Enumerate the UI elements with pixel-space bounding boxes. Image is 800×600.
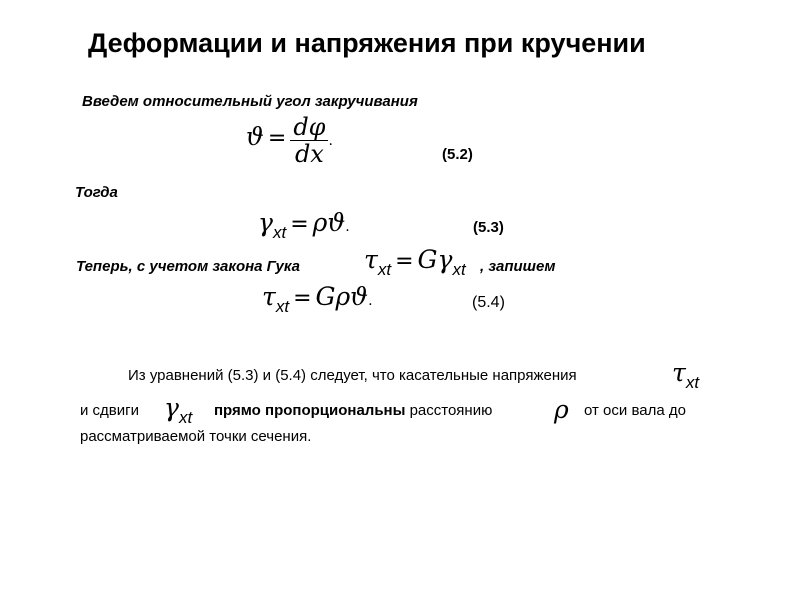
conclusion-line-3: рассматриваемой точки сечения. <box>80 428 312 445</box>
rho-symbol: ρ <box>554 395 569 424</box>
g-rho-theta-expression: Gρϑ <box>315 282 369 311</box>
conclusion-line-2-start: и сдвиги <box>80 402 139 419</box>
then-label: Тогда <box>75 184 118 201</box>
gamma-symbol: γ <box>164 393 179 422</box>
gamma-subscript: xt <box>452 260 466 279</box>
fraction <box>290 114 328 167</box>
tau-subscript: xt <box>377 260 392 279</box>
equals-sign: = <box>395 249 414 274</box>
conclusion-rho <box>554 395 569 424</box>
gamma-symbol: γ <box>437 245 453 274</box>
equation-number-5-4: (5.4) <box>472 294 505 311</box>
emphasis-phrase: прямо пропорциональны <box>214 402 406 419</box>
tau-symbol: τ <box>364 245 378 274</box>
page-title: Деформации и напряжения при кручении <box>88 28 646 58</box>
equation-number-5-3: (5.3) <box>473 219 504 236</box>
fraction-denominator: dx <box>294 140 324 168</box>
conclusion-line-2-end: от оси вала до <box>584 402 686 419</box>
intro-text: Введем относительный угол закручивания <box>82 93 418 110</box>
gamma-subscript: xt <box>178 408 193 427</box>
tau-symbol: τ <box>262 282 276 311</box>
gamma-symbol: γ <box>258 208 273 237</box>
conclusion-line-1: Из уравнений (5.3) и (5.4) следует, что касательные напряжения <box>128 367 577 384</box>
equation-5-3 <box>258 208 350 243</box>
equation-number-5-2: (5.2) <box>442 146 473 163</box>
tau-subscript: xt <box>685 373 700 392</box>
equals-sign: = <box>267 126 287 151</box>
equation-5-4 <box>262 282 373 317</box>
period: . <box>368 293 373 309</box>
equation-5-2 <box>246 114 333 167</box>
conclusion-tau <box>672 358 699 393</box>
fraction-numerator: dφ <box>290 114 328 141</box>
conclusion-line-2-rest <box>214 402 492 419</box>
period: . <box>328 133 333 149</box>
hooke-outro-text: , запишем <box>480 258 556 275</box>
shear-modulus-symbol: G <box>417 245 438 274</box>
tau-subscript: xt <box>275 297 290 316</box>
equals-sign: = <box>290 212 309 237</box>
theta-symbol: ϑ <box>246 122 264 151</box>
period: . <box>345 219 350 235</box>
equals-sign: = <box>293 286 312 311</box>
hooke-law-equation <box>364 245 466 280</box>
distance-word: расстоянию <box>409 402 493 419</box>
conclusion-gamma <box>164 393 192 428</box>
rho-theta-expression: ρϑ <box>312 208 346 237</box>
gamma-subscript: xt <box>272 223 287 242</box>
tau-symbol: τ <box>672 358 686 387</box>
hooke-intro-text: Теперь, с учетом закона Гука <box>76 258 300 275</box>
